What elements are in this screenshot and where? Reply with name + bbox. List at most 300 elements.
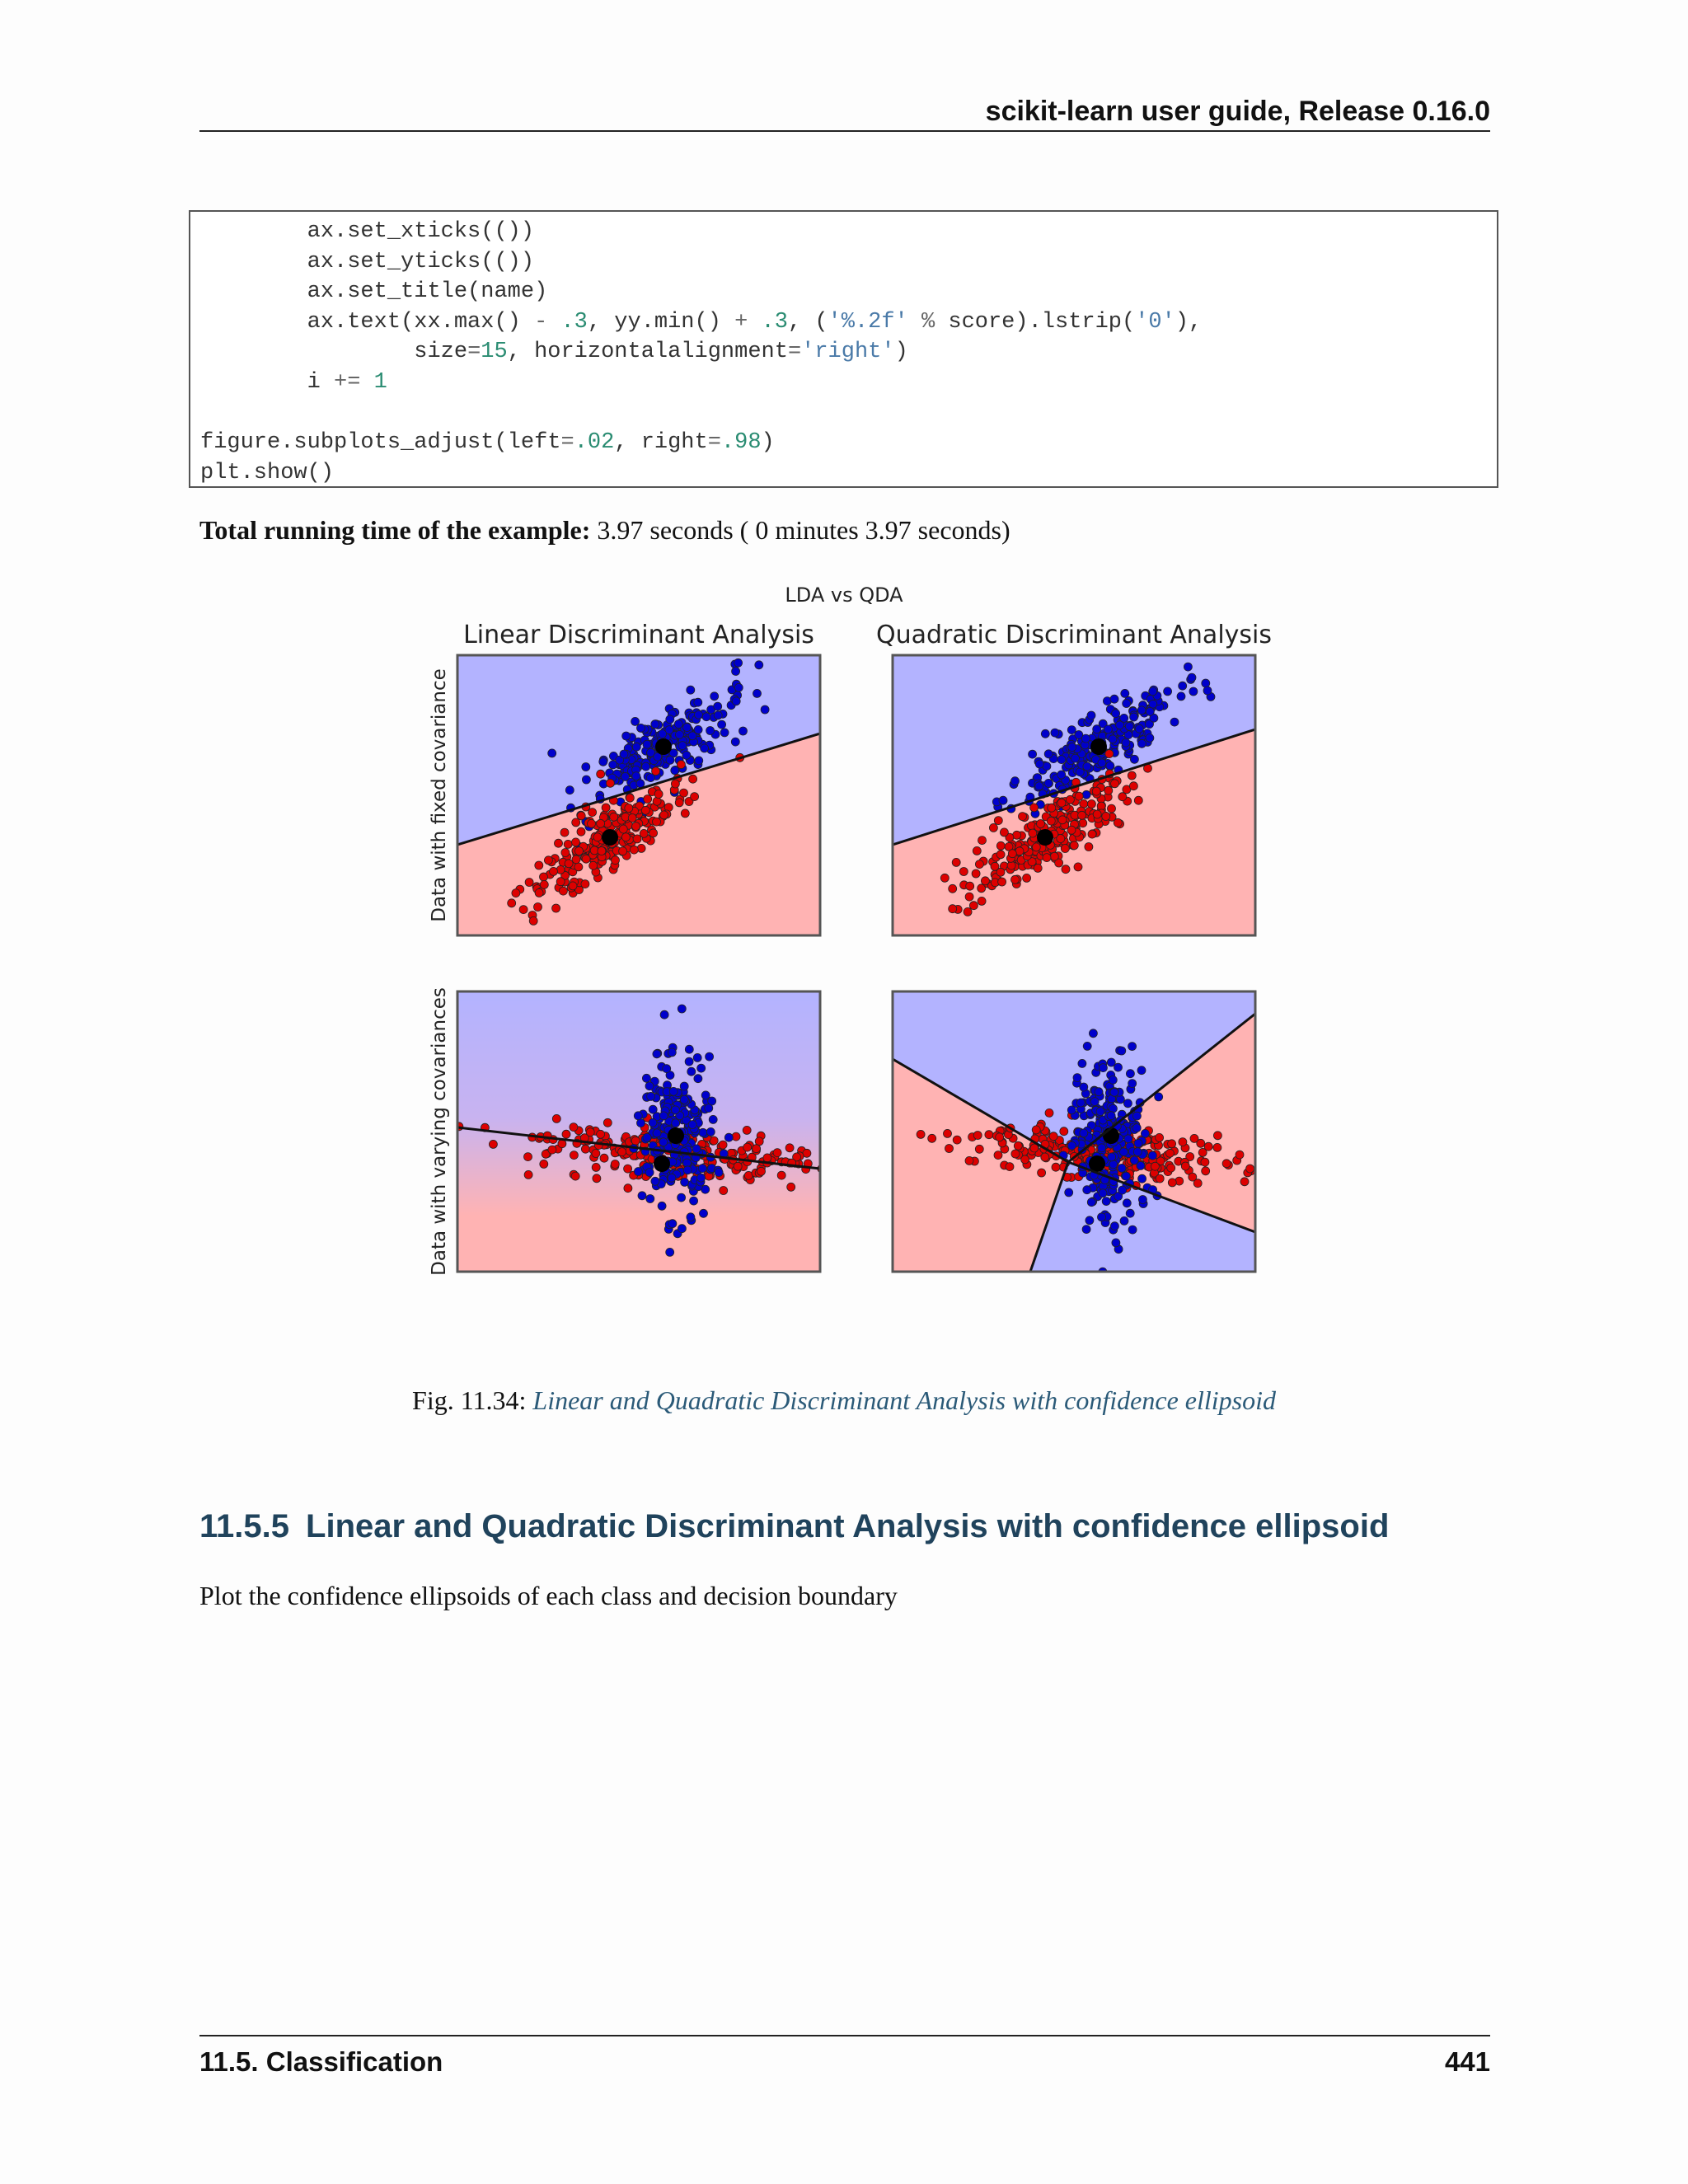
scatter-point (1129, 782, 1137, 790)
scatter-point (1023, 874, 1031, 882)
panel-lda-fixed (429, 654, 828, 935)
scatter-point (1177, 692, 1185, 701)
scatter-point (981, 877, 989, 885)
panel-background (457, 991, 820, 1272)
scatter-point (1190, 1134, 1198, 1142)
scatter-point (1137, 1066, 1146, 1075)
scatter-point (1082, 1226, 1090, 1234)
scatter-point (743, 1143, 752, 1151)
scatter-point (706, 727, 715, 735)
scatter-point (682, 751, 691, 759)
scatter-point (1085, 843, 1093, 851)
scatter-point (1118, 1164, 1126, 1172)
scatter-point (1146, 733, 1154, 742)
scatter-point (687, 686, 695, 694)
scatter-point (706, 1052, 714, 1061)
scatter-point (1088, 830, 1096, 838)
scatter-point (620, 750, 628, 758)
scatter-point (1112, 710, 1120, 718)
scatter-point (949, 905, 957, 913)
scatter-point (734, 683, 743, 691)
scatter-point (975, 860, 983, 869)
scatter-point (1096, 1108, 1104, 1116)
scatter-point (1082, 790, 1090, 799)
scatter-point (701, 744, 709, 752)
scatter-point (1102, 813, 1110, 821)
scatter-point (1179, 1138, 1187, 1146)
scatter-point (965, 1156, 973, 1165)
code-block (189, 210, 1498, 488)
scatter-point (593, 833, 602, 841)
scatter-point (1132, 1124, 1141, 1132)
scatter-point (1168, 1179, 1176, 1187)
scatter-point (1189, 687, 1198, 696)
scatter-point (1130, 1156, 1138, 1165)
scatter-point (998, 878, 1006, 886)
scatter-point (592, 1163, 600, 1171)
scatter-point (1135, 724, 1143, 733)
scatter-point (714, 702, 722, 710)
scatter-point (666, 715, 674, 724)
class-mean-marker (1103, 1127, 1119, 1144)
runtime-note (199, 512, 1010, 548)
scatter-point (1110, 1088, 1118, 1096)
scatter-point (1087, 800, 1095, 808)
scatter-point (1120, 1216, 1128, 1225)
scatter-point (1074, 863, 1082, 871)
scatter-point (581, 1145, 589, 1153)
scatter-point (753, 1145, 761, 1153)
scatter-point (582, 763, 590, 771)
scatter-point (1043, 854, 1051, 862)
scatter-point (1102, 1197, 1110, 1206)
scatter-point (1011, 875, 1020, 883)
scatter-point (559, 887, 567, 895)
scatter-point (1041, 729, 1049, 738)
scatter-point (631, 717, 640, 725)
scatter-point (996, 841, 1005, 850)
scatter-point (714, 711, 722, 719)
scatter-point (1137, 706, 1146, 715)
scatter-point (706, 1127, 715, 1136)
scatter-point (519, 906, 528, 914)
scatter-point (1128, 1226, 1137, 1234)
scatter-point (1213, 1132, 1221, 1140)
scatter-point (1048, 804, 1056, 812)
scatter-point (1099, 1064, 1107, 1072)
scatter-point (610, 813, 618, 821)
scatter-point (1165, 1149, 1174, 1157)
scatter-point (1179, 682, 1187, 690)
scatter-point (597, 770, 605, 778)
scatter-point (634, 1112, 642, 1120)
scatter-point (1095, 1088, 1103, 1096)
scatter-point (1065, 1188, 1073, 1197)
scatter-point (743, 1126, 751, 1134)
scatter-point (525, 879, 533, 887)
scatter-point (1110, 1222, 1118, 1230)
scatter-point (1106, 762, 1114, 770)
scatter-point (678, 1193, 686, 1202)
scatter-point (1081, 734, 1090, 743)
scatter-point (660, 1010, 668, 1019)
scatter-point (647, 1092, 655, 1100)
scatter-point (534, 903, 542, 912)
scatter-point (1138, 1196, 1146, 1204)
scatter-point (994, 817, 1002, 825)
scatter-point (1014, 1141, 1022, 1150)
scatter-point (1067, 726, 1076, 734)
scatter-point (702, 713, 710, 721)
scatter-point (1089, 1029, 1097, 1038)
scatter-point (1236, 1151, 1244, 1159)
scatter-point (666, 756, 674, 764)
scatter-point (1114, 1063, 1123, 1071)
scatter-point (678, 1225, 686, 1233)
scatter-point (1050, 852, 1058, 860)
scatter-point (1272, 1168, 1280, 1176)
scatter-point (674, 720, 682, 729)
row-label-varying: Data with varying covariances (429, 987, 450, 1276)
scatter-point (1222, 1160, 1231, 1168)
scatter-point (1104, 725, 1112, 733)
scatter-point (1078, 1059, 1086, 1067)
scatter-point (860, 1161, 868, 1169)
scatter-point (1114, 818, 1122, 827)
scatter-point (544, 856, 552, 865)
scatter-point (672, 1119, 680, 1127)
scatter-point (719, 1141, 727, 1149)
scatter-point (689, 775, 697, 783)
scatter-point (540, 873, 548, 881)
scatter-point (681, 1178, 689, 1186)
scatter-point (1126, 1070, 1134, 1078)
scatter-point (643, 1133, 651, 1141)
class-mean-marker (654, 1155, 670, 1172)
scatter-point (645, 1169, 654, 1177)
scatter-point (1030, 804, 1039, 812)
scatter-point (965, 893, 973, 901)
scatter-point (1047, 817, 1055, 825)
scatter-point (1149, 687, 1157, 696)
scatter-point (577, 827, 585, 836)
scatter-point (1034, 864, 1042, 872)
lda-qda-svg (416, 577, 1290, 1302)
scatter-point (628, 814, 636, 823)
caption-label: Fig. 11.34: (412, 1385, 533, 1415)
running-header (199, 92, 1490, 132)
scatter-point (642, 1074, 650, 1082)
scatter-point (641, 806, 649, 814)
scatter-point (564, 840, 572, 848)
scatter-point (952, 858, 960, 866)
scatter-point (599, 757, 607, 766)
scatter-point (621, 772, 630, 780)
class-mean-marker (602, 829, 618, 846)
scatter-point (659, 730, 667, 738)
scatter-point (1202, 679, 1210, 687)
scatter-point (1126, 1209, 1134, 1217)
scatter-point (1203, 687, 1212, 695)
scatter-point (720, 1187, 728, 1195)
scatter-point (739, 727, 748, 735)
panel-qda-fixed (893, 655, 1255, 935)
scatter-point (709, 1115, 717, 1123)
scatter-point (1201, 1158, 1209, 1166)
scatter-point (777, 1171, 785, 1179)
scatter-point (836, 1168, 844, 1176)
scatter-point (757, 1167, 766, 1175)
caption-link[interactable]: Linear and Quadratic Discriminant Analysis with confidence ellipsoid (532, 1385, 1276, 1415)
scatter-point (659, 1138, 668, 1146)
scatter-point (1093, 725, 1101, 733)
scatter-point (681, 809, 689, 818)
scatter-point (715, 1169, 723, 1177)
scatter-point (823, 1168, 832, 1176)
scatter-point (1041, 1153, 1049, 1161)
scatter-point (1085, 1216, 1094, 1225)
scatter-point (1137, 739, 1146, 748)
scatter-point (1156, 1133, 1164, 1141)
scatter-point (1068, 743, 1076, 752)
col-title-lda: Linear Discriminant Analysis (463, 621, 814, 649)
scatter-point (1181, 1162, 1189, 1170)
scatter-point (1108, 804, 1116, 813)
scatter-point (724, 1133, 733, 1141)
scatter-point (1128, 771, 1136, 780)
scatter-point (873, 1160, 881, 1169)
scatter-point (675, 799, 683, 807)
scatter-point (1032, 843, 1040, 851)
scatter-point (734, 658, 743, 667)
scatter-point (1076, 1099, 1085, 1107)
scatter-point (687, 1067, 696, 1076)
scatter-point (552, 1114, 560, 1122)
scatter-point (959, 868, 968, 876)
figure-caption (0, 1382, 1688, 1418)
scatter-point (570, 1151, 578, 1160)
scatter-point (996, 851, 1005, 859)
scatter-point (994, 1151, 1002, 1160)
page-footer (199, 2035, 1490, 2081)
scatter-point (1087, 711, 1095, 719)
scatter-point (732, 668, 740, 676)
scatter-point (1123, 1199, 1131, 1207)
scatter-point (694, 698, 702, 706)
scatter-point (666, 1248, 674, 1256)
scatter-point (512, 889, 520, 898)
scatter-point (644, 795, 652, 804)
scatter-point (1156, 1174, 1164, 1183)
scatter-point (646, 1195, 654, 1203)
scatter-point (597, 1130, 605, 1138)
scatter-point (1051, 729, 1059, 737)
scatter-point (1121, 689, 1129, 697)
scatter-point (548, 1146, 556, 1154)
scatter-point (634, 1168, 642, 1176)
scatter-point (685, 1045, 693, 1053)
scatter-point (642, 762, 650, 771)
code-line: ax.set_xticks(()) (200, 219, 535, 244)
scatter-point (1184, 663, 1192, 671)
scatter-point (1112, 1239, 1120, 1247)
scatter-point (611, 1160, 619, 1169)
scatter-point (691, 793, 699, 801)
scatter-point (1164, 687, 1172, 696)
scatter-point (1038, 1169, 1046, 1177)
scatter-point (581, 880, 589, 888)
scatter-point (569, 882, 577, 890)
scatter-point (690, 1197, 698, 1205)
scatter-point (1060, 1127, 1068, 1136)
scatter-point (949, 884, 957, 893)
scatter-point (598, 847, 606, 855)
scatter-point (572, 838, 580, 846)
scatter-point (1078, 811, 1086, 819)
scatter-point (659, 1112, 668, 1120)
scatter-point (653, 797, 661, 805)
scatter-point (1146, 707, 1154, 715)
scatter-point (1032, 1126, 1040, 1134)
scatter-point (653, 818, 661, 826)
code-line: i += 1 (200, 369, 387, 395)
scatter-point (1213, 1143, 1221, 1151)
page-number: 441 (1444, 2046, 1490, 2077)
scatter-point (1246, 1165, 1254, 1173)
scatter-point (1019, 813, 1027, 821)
scatter-point (683, 724, 692, 732)
scatter-point (991, 862, 999, 870)
scatter-point (1021, 1155, 1029, 1164)
scatter-point (685, 1057, 693, 1066)
scatter-point (1109, 735, 1117, 743)
scatter-point (1123, 700, 1131, 708)
lda-qda-figure (416, 577, 1290, 1302)
runtime-label: Total running time of the example: (199, 515, 591, 545)
scatter-point (633, 835, 641, 843)
scatter-point (969, 902, 978, 910)
scatter-point (1011, 777, 1020, 785)
scatter-point (524, 1153, 532, 1161)
row-label-fixed: Data with fixed covariance (429, 668, 450, 922)
scatter-point (618, 1148, 626, 1156)
scatter-point (529, 916, 537, 925)
scatter-point (734, 1162, 742, 1170)
scatter-point (1107, 1112, 1115, 1120)
scatter-point (975, 1145, 983, 1153)
scatter-point (1092, 787, 1100, 795)
scatter-point (1110, 695, 1118, 703)
scatter-point (697, 1064, 706, 1072)
scatter-point (1099, 1189, 1107, 1197)
scatter-point (1035, 760, 1043, 768)
scatter-point (540, 880, 548, 888)
scatter-point (700, 1209, 708, 1217)
scatter-point (1098, 759, 1106, 767)
scatter-point (1029, 750, 1037, 758)
scatter-point (1118, 793, 1127, 801)
scatter-point (597, 819, 605, 827)
scatter-point (535, 861, 543, 869)
scatter-point (964, 907, 972, 916)
scatter-point (561, 849, 570, 857)
scatter-point (1067, 826, 1076, 834)
scatter-point (973, 1132, 982, 1140)
scatter-point (638, 1192, 646, 1200)
scatter-point (829, 1171, 837, 1179)
scatter-point (1168, 1140, 1176, 1148)
scatter-point (653, 1129, 661, 1137)
panel-qda-varying (893, 991, 1290, 1276)
scatter-point (1062, 865, 1070, 874)
scatter-point (688, 1121, 696, 1129)
scatter-point (548, 749, 556, 757)
scatter-point (668, 1048, 676, 1057)
scatter-point (1130, 755, 1138, 763)
scatter-point (570, 1123, 578, 1132)
scatter-point (560, 828, 569, 837)
scatter-point (1011, 1150, 1020, 1158)
scatter-point (953, 1136, 961, 1144)
scatter-point (588, 819, 596, 827)
scatter-point (1124, 1135, 1132, 1143)
scatter-point (996, 1133, 1004, 1141)
scatter-point (1071, 754, 1080, 762)
scatter-point (540, 1160, 548, 1168)
scatter-point (680, 1095, 688, 1104)
class-mean-marker (655, 738, 672, 755)
scatter-point (755, 661, 763, 669)
scatter-point (1149, 700, 1157, 708)
class-mean-marker (668, 1127, 684, 1144)
scatter-point (695, 710, 703, 719)
scatter-point (695, 757, 703, 765)
scatter-point (565, 860, 573, 868)
scatter-point (1037, 820, 1045, 828)
scatter-point (1151, 1162, 1159, 1170)
scatter-point (1148, 1151, 1156, 1160)
scatter-point (619, 847, 627, 855)
scatter-point (732, 697, 740, 705)
scatter-point (624, 1165, 632, 1173)
code-line: ax.set_title(name) (200, 279, 548, 305)
code-line: plt.show() (200, 460, 335, 485)
code-line: ax.set_yticks(()) (200, 249, 535, 274)
scatter-point (592, 1150, 600, 1158)
scatter-point (1108, 1153, 1116, 1161)
scatter-point (1125, 722, 1133, 730)
scatter-point (1120, 714, 1128, 722)
scatter-point (1105, 750, 1114, 758)
col-title-qda: Quadratic Discriminant Analysis (876, 621, 1272, 649)
scatter-point (720, 729, 729, 737)
scatter-point (571, 1172, 579, 1180)
scatter-point (632, 772, 640, 780)
scatter-point (1044, 779, 1053, 787)
scatter-point (692, 1145, 701, 1153)
scatter-point (1049, 1132, 1057, 1141)
scatter-point (731, 738, 739, 746)
code-line: size=15, horizontalalignment='right') (200, 340, 908, 365)
scatter-point (940, 874, 949, 882)
scatter-point (625, 804, 633, 813)
scatter-point (945, 1145, 954, 1153)
scatter-point (928, 1134, 936, 1142)
figure-suptitle: LDA vs QDA (785, 583, 903, 607)
footer-section: 11.5. Classification (199, 2046, 443, 2077)
scatter-point (1130, 713, 1138, 721)
scatter-point (602, 804, 610, 812)
